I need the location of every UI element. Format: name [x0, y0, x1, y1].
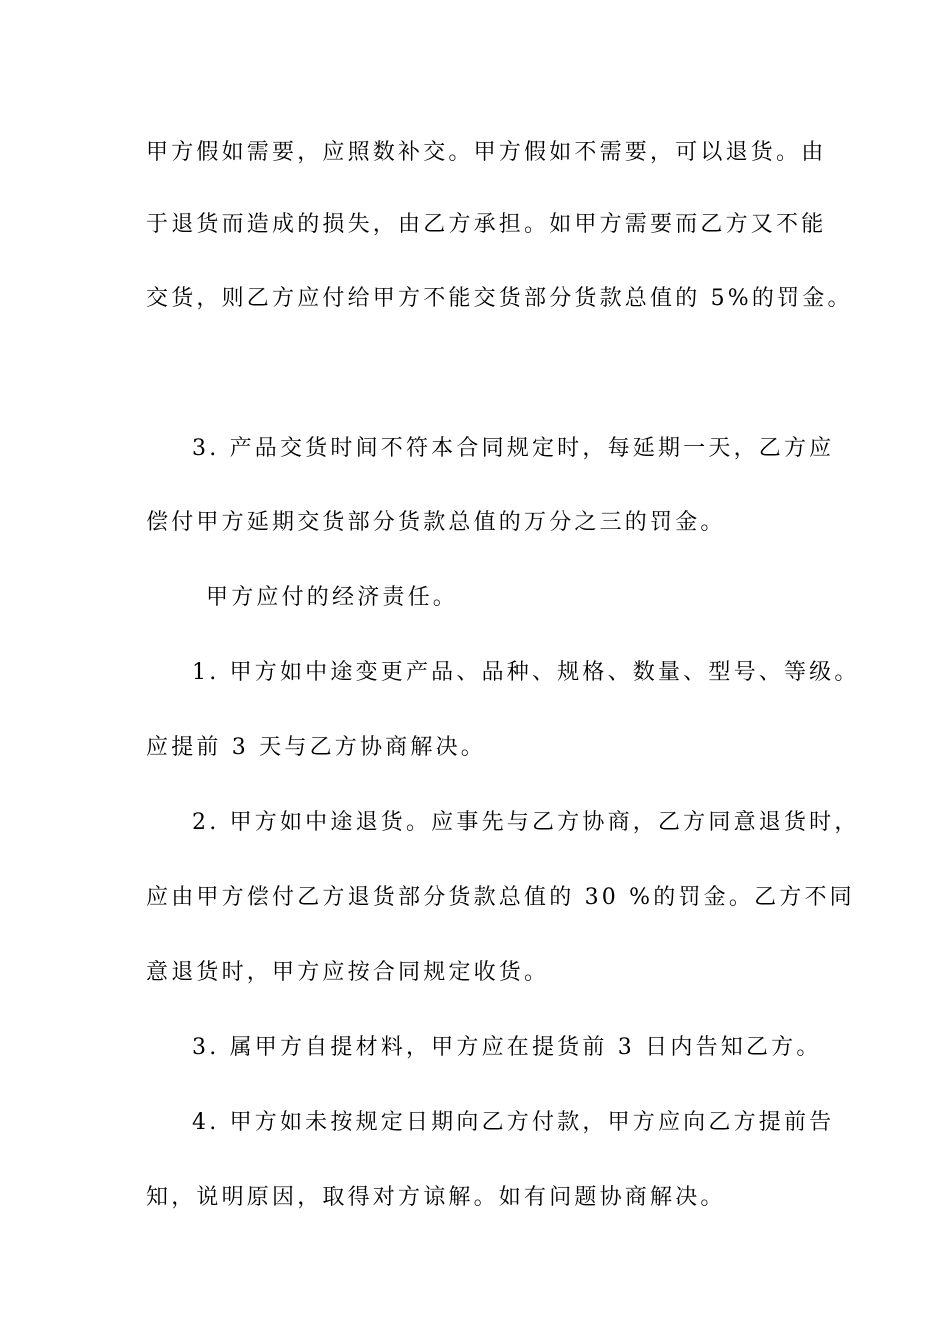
text-line: 4. 甲方如未按规定日期向乙方付款，甲方应向乙方提前告 [192, 1110, 835, 1135]
text-line: 应由甲方偿付乙方退货部分货款总值的 30 %的罚金。乙方不同 [146, 885, 855, 910]
text-line: 1. 甲方如中途变更产品、品种、规格、数量、型号、等级。 [192, 660, 860, 685]
text-line: 于退货而造成的损失，由乙方承担。如甲方需要而乙方又不能 [146, 212, 827, 237]
text-line: 3. 属甲方自提材料，甲方应在提货前 3 日内告知乙方。 [192, 1035, 822, 1060]
text-line: 偿付甲方延期交货部分货款总值的万分之三的罚金。 [146, 510, 726, 535]
text-line: 交货，则乙方应付给甲方不能交货部分货款总值的 5%的罚金。 [146, 286, 853, 311]
text-line: 知，说明原因，取得对方谅解。如有问题协商解决。 [146, 1185, 726, 1210]
text-line: 3. 产品交货时间不符本合同规定时，每延期一天，乙方应 [192, 436, 835, 461]
text-line: 甲方假如需要，应照数补交。甲方假如不需要，可以退货。由 [146, 140, 827, 165]
text-line: 意退货时，甲方应按合同规定收货。 [146, 960, 550, 985]
section-heading: 甲方应付的经济责任。 [206, 585, 459, 610]
text-line: 2. 甲方如中途退货。应事先与乙方协商，乙方同意退货时， [192, 810, 860, 835]
text-line: 应提前 3 天与乙方协商解决。 [146, 735, 486, 760]
